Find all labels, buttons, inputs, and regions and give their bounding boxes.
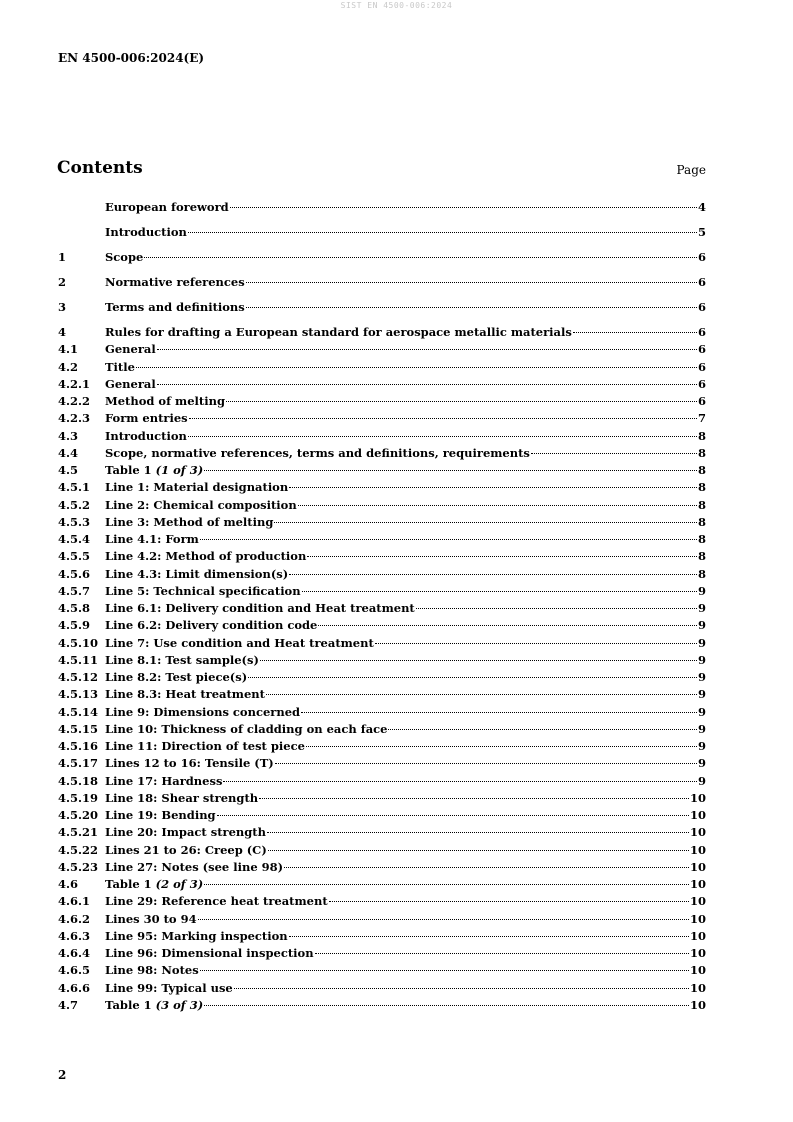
toc-entry-number: 4.5.8 [58,601,91,615]
toc-entry[interactable] [58,774,706,791]
toc-entry-title-text: Line 7: Use condition and Heat treatment [105,635,374,650]
toc-entry-page: 8 [697,549,706,564]
toc-entry-title-text: Introduction [105,225,187,239]
dot-leader [267,832,689,833]
toc-entry[interactable] [58,963,706,980]
toc-entry-title [105,653,259,667]
toc-entry-page: 8 [697,445,706,460]
dot-leader [289,574,697,575]
dot-leader [204,1005,689,1006]
toc-entry-page: 6 [697,250,706,264]
dot-leader [318,625,697,626]
toc-entry-title [105,532,199,546]
toc-entry[interactable] [58,653,706,670]
toc-entry[interactable] [58,532,706,549]
toc-entry-title-text: Line 9: Dimensions concerned [105,704,301,719]
toc-entry-page: 6 [697,300,706,314]
toc-entry-number: 4.5.14 [58,704,99,719]
toc-entry-title [105,860,283,874]
toc-entry-title [105,636,374,650]
dot-leader [266,694,697,695]
toc-entry-title-text: Line 18: Shear strength [105,790,259,805]
toc-entry-title [105,618,317,632]
toc-entry-title-text: Terms and definitions [105,300,245,314]
toc-entry-page: 4 [697,200,706,214]
toc-entry-number: 4.3 [58,428,79,443]
dot-leader [274,522,697,523]
toc-entry-title-text: Line 20: Impact strength [105,825,266,840]
toc-entry-title-text: Line 8.1: Test sample(s) [105,652,259,667]
toc-entry[interactable] [58,912,706,929]
toc-entry[interactable] [58,446,706,463]
toc-entry-title-italic: (1 of 3) [155,463,204,477]
page-number: 2 [58,1068,67,1082]
toc-entry-title [105,250,143,264]
toc-entry-number: 4.5.12 [58,670,99,684]
toc-entry-title [105,843,267,857]
toc-entry-number: 4.7 [58,997,79,1012]
toc-entry-title-text: Line 19: Bending [105,808,216,822]
toc-entry-title [105,791,258,805]
toc-entry-number: 4.5.23 [58,859,99,874]
toc-entry-page: 10 [689,946,706,960]
toc-entry[interactable] [58,687,706,704]
toc-entry-title-text: Line 95: Marking inspection [105,928,288,943]
toc-entry-title-text: Lines 12 to 16: Tensile (T) [105,756,274,771]
toc-entry-number: 4.5.17 [58,756,99,771]
toc-entry-page: 10 [689,894,706,909]
toc-entry[interactable] [58,722,706,739]
toc-entry-title [105,705,300,719]
toc-entry-number: 4.5.2 [58,497,91,512]
dot-leader [230,207,697,208]
toc-entry-page: 8 [697,428,706,443]
toc-entry-page: 10 [689,790,706,805]
toc-entry-title [105,584,301,598]
toc-entry-page: 6 [697,342,706,357]
toc-entry[interactable] [58,705,706,722]
toc-entry[interactable] [58,877,706,894]
toc-entry-number: 4.6.5 [58,963,91,978]
toc-entry[interactable] [58,200,706,225]
toc-entry-number: 4.5.20 [58,808,99,822]
toc-entry-page: 8 [697,532,706,546]
toc-entry-number: 4.5.19 [58,790,99,805]
toc-entry[interactable] [58,480,706,497]
toc-entry[interactable] [58,618,706,635]
dot-leader [189,418,697,419]
dot-leader [301,712,697,713]
toc-entry-title [105,225,187,239]
dot-leader [188,436,697,437]
toc-entry-title-text: Line 5: Technical specification [105,583,301,598]
toc-entry-title [105,739,305,753]
toc-entry-title [105,446,530,460]
toc-entry[interactable] [58,584,706,601]
toc-entry-number: 2 [58,275,67,289]
toc-entry-page: 10 [689,877,706,891]
toc-entry-page: 9 [697,687,706,702]
toc-entry-title [105,394,225,408]
toc-entry-page: 6 [697,325,706,339]
toc-entry[interactable] [58,515,706,532]
dot-leader [198,919,689,920]
dot-leader [307,556,697,557]
page-column-label: Page [676,163,706,177]
toc-entry-number: 4.5.6 [58,566,91,581]
dot-leader [223,781,697,782]
dot-leader [248,677,697,678]
toc-entry-title-text: Table 1 [105,997,156,1012]
toc-entry-number: 4.2.2 [58,394,91,408]
toc-entry-title [105,808,216,822]
toc-entry-page: 8 [697,480,706,495]
toc-entry-number: 4.5.11 [58,652,99,667]
toc-entry-page: 9 [697,756,706,771]
dot-leader [284,867,689,868]
toc-entry-title-text: Table 1 [105,877,156,891]
toc-entry-page: 9 [697,773,706,788]
toc-entry-page: 9 [697,721,706,736]
toc-entry-title-text: Line 99: Typical use [105,980,233,995]
toc-entry-title [105,429,187,443]
toc-entry-title [105,670,247,684]
toc-entry[interactable] [58,411,706,428]
toc-entry-title [105,687,265,701]
toc-entry-title [105,825,266,839]
toc-entry-number: 4 [58,325,67,339]
toc-entry-number: 4.5 [58,463,79,477]
toc-entry-title [105,567,288,581]
toc-entry-page: 10 [689,911,706,926]
toc-entry-number: 4.5.22 [58,842,99,857]
toc-entry[interactable] [58,843,706,860]
toc-entry-title-text: Line 4.1: Form [105,532,199,546]
toc-entry-title-text: Line 98: Notes [105,963,199,978]
toc-entry-number: 4.5.1 [58,480,91,495]
toc-entry-title [105,549,306,563]
toc-entry[interactable] [58,636,706,653]
toc-entry-title-text: Line 17: Hardness [105,773,223,788]
toc-entry-number: 4.6.1 [58,894,91,909]
toc-entry[interactable] [58,429,706,446]
toc-entry-title-text: Scope, normative references, terms and definitions, requirements [105,445,530,460]
toc-entry-number: 4.5.13 [58,687,99,702]
dot-leader [298,505,697,506]
dot-leader [226,401,697,402]
dot-leader [136,367,697,368]
dot-leader [573,332,697,333]
toc-entry-title-text: Introduction [105,428,187,443]
toc-entry-title [105,360,135,374]
toc-entry[interactable] [58,998,706,1015]
toc-entry-page: 10 [689,859,706,874]
toc-entry-title-text: Line 4.3: Limit dimension(s) [105,566,289,581]
toc-entry-title-text: Lines 21 to 26: Creep (C) [105,842,267,857]
toc-entry-title-text: Line 1: Material designation [105,480,289,495]
toc-entry[interactable] [58,981,706,998]
toc-entry-title-text: Line 8.3: Heat treatment [105,687,265,702]
toc-entry-title-text: Method of melting [105,394,225,408]
toc-entry-number: 4.5.10 [58,635,99,650]
toc-entry[interactable] [58,946,706,963]
toc-entry-title-text: Line 6.1: Delivery condition and Heat treatment [105,601,415,615]
dot-leader [289,487,697,488]
toc-entry-page: 5 [697,225,706,239]
watermark: SIST EN 4500-006:2024 [340,1,453,10]
dot-leader [388,729,697,730]
contents-heading: Contents [57,158,143,178]
toc-entry-title-text: Table 1 [105,463,156,477]
toc-entry-title [105,981,233,995]
dot-leader [200,970,689,971]
toc-entry-page: 8 [697,463,706,477]
toc-entry-title [105,912,197,926]
toc-entry[interactable] [58,808,706,825]
toc-entry[interactable] [58,567,706,584]
toc-entry[interactable] [58,377,706,394]
toc-entry-number: 4.6 [58,877,79,891]
toc-entry-page: 6 [697,359,706,374]
toc-entry-title [105,774,222,788]
toc-entry-page: 9 [697,670,706,684]
dot-leader [289,936,689,937]
dot-leader [144,257,697,258]
toc-entry-page: 10 [689,808,706,822]
dot-leader [268,850,689,851]
toc-entry-title [105,946,314,960]
toc-entry-number: 4.5.18 [58,773,99,788]
dot-leader [260,660,697,661]
toc-entry[interactable] [58,394,706,411]
toc-entry-title-text: Line 3: Method of melting [105,514,274,529]
toc-entry-number: 4.5.16 [58,739,99,753]
toc-entry-title-text: Line 8.2: Test piece(s) [105,670,248,684]
toc-entry-title-text: General [105,376,156,391]
toc-entry[interactable] [58,225,706,250]
toc-entry-title [105,463,203,477]
dot-leader [188,232,697,233]
toc-entry-title-text: Line 96: Dimensional inspection [105,946,314,960]
toc-entry-title-text: Line 2: Chemical composition [105,497,297,512]
toc-entry-title-italic: (2 of 3) [155,877,204,891]
toc-entry-number: 4.2.1 [58,376,91,391]
dot-leader [375,643,697,644]
toc-entry-title-text: Lines 30 to 94 [105,911,197,926]
toc-entry-page: 8 [697,497,706,512]
toc-entry-number: 1 [58,250,67,264]
toc-entry[interactable] [58,250,706,275]
toc-entry-title-text: Title [105,359,135,374]
toc-entry-number: 4.6.3 [58,928,91,943]
toc-entry-number: 4.2 [58,359,79,374]
toc-entry[interactable] [58,325,706,342]
document-id: EN 4500-006:2024(E) [58,51,205,65]
toc-entry-title-text: General [105,342,156,357]
toc-entry-title [105,601,415,615]
toc-entry-title-text: Line 4.2: Method of production [105,549,307,564]
toc-entry-page: 10 [689,980,706,995]
toc-entry-title [105,722,387,736]
toc-entry-number: 4.5.15 [58,721,99,736]
toc-entry-title [105,929,288,943]
toc-entry[interactable] [58,498,706,515]
toc-entry-title [105,498,297,512]
dot-leader [234,988,689,989]
toc-entry-title [105,894,328,908]
toc-entry-title [105,300,245,314]
dot-leader [531,453,697,454]
toc-entry-page: 9 [697,739,706,753]
toc-entry-title [105,963,199,977]
toc-entry-title [105,200,229,214]
toc-entry-title-text: Scope [105,250,144,264]
toc-entry-title [105,998,203,1012]
dot-leader [246,307,697,308]
dot-leader [329,901,689,902]
toc-entry-title [105,756,274,770]
toc-entry-title [105,377,156,391]
toc-entry-page: 8 [697,566,706,581]
dot-leader [306,746,697,747]
toc-entry-page: 10 [689,928,706,943]
toc-entry[interactable] [58,860,706,877]
toc-entry-number: 4.6.2 [58,911,91,926]
toc-entry-page: 9 [697,618,706,633]
toc-entry-page: 6 [697,376,706,391]
toc-entry-page: 8 [697,514,706,529]
toc-entry[interactable] [58,670,706,687]
dot-leader [275,763,697,764]
toc-entry-page: 9 [697,635,706,650]
toc-entry-page: 9 [697,601,706,615]
toc-entry-title [105,515,273,529]
toc-entry-number: 4.1 [58,342,79,357]
toc-entry[interactable] [58,825,706,842]
toc-entry-page: 10 [689,842,706,857]
toc-entry-page: 6 [697,275,706,289]
toc-entry-title-text: Line 10: Thickness of cladding on each face [105,721,388,736]
toc-entry[interactable] [58,739,706,756]
dot-leader [259,798,689,799]
dot-leader [315,953,689,954]
toc-entry-title-text: Line 11: Direction of test piece [105,739,305,753]
toc-entry[interactable] [58,601,706,618]
toc-entry[interactable] [58,342,706,359]
dot-leader [246,282,697,283]
dot-leader [200,539,697,540]
toc-entry-number: 4.4 [58,445,79,460]
dot-leader [416,608,697,609]
toc-entry-title [105,342,156,356]
dot-leader [157,349,697,350]
toc-entry-page: 10 [689,963,706,978]
dot-leader [157,384,697,385]
toc-entry-number: 4.6.4 [58,946,91,960]
toc-entry-page: 6 [697,394,706,408]
dot-leader [302,591,697,592]
dot-leader [204,884,689,885]
toc-entry-page: 9 [697,652,706,667]
toc-entry-number: 4.5.4 [58,532,91,546]
table-of-contents [58,200,706,1015]
toc-entry-number: 4.5.7 [58,583,91,598]
toc-entry-page: 7 [697,411,706,426]
toc-entry[interactable] [58,791,706,808]
toc-entry-title-text: Form entries [105,411,188,426]
toc-entry[interactable] [58,275,706,300]
toc-entry-title [105,411,188,425]
toc-entry-title [105,325,572,339]
toc-entry-title-text: Line 27: Notes (see line 98) [105,859,284,874]
toc-entry-title-text: Line 29: Reference heat treatment [105,894,328,909]
toc-entry-title-text: Normative references [105,275,245,289]
toc-entry-number: 4.5.21 [58,825,99,840]
toc-entry-number: 4.5.3 [58,514,91,529]
toc-entry-page: 10 [689,997,706,1012]
toc-entry-title-italic: (3 of 3) [155,997,204,1012]
toc-entry-number: 4.5.5 [58,549,91,564]
dot-leader [217,815,689,816]
toc-entry-number: 4.5.9 [58,618,91,633]
toc-entry-title-text: European foreword [105,200,229,214]
toc-entry-title [105,275,245,289]
toc-entry-title-text: Rules for drafting a European standard for aerospace metallic materials [105,325,572,339]
toc-entry-title [105,877,203,891]
toc-entry[interactable] [58,756,706,773]
toc-entry[interactable] [58,929,706,946]
toc-entry-number: 4.6.6 [58,980,91,995]
toc-entry[interactable] [58,300,706,325]
toc-entry[interactable] [58,360,706,377]
toc-entry-title [105,480,288,494]
toc-entry[interactable] [58,463,706,480]
dot-leader [204,470,697,471]
toc-entry-number: 4.2.3 [58,411,91,426]
toc-entry-number: 3 [58,300,67,314]
toc-entry-page: 9 [697,704,706,719]
toc-entry-page: 10 [689,825,706,840]
toc-entry-page: 9 [697,583,706,598]
toc-entry-title-text: Line 6.2: Delivery condition code [105,618,318,633]
toc-entry[interactable] [58,549,706,566]
toc-entry[interactable] [58,894,706,911]
